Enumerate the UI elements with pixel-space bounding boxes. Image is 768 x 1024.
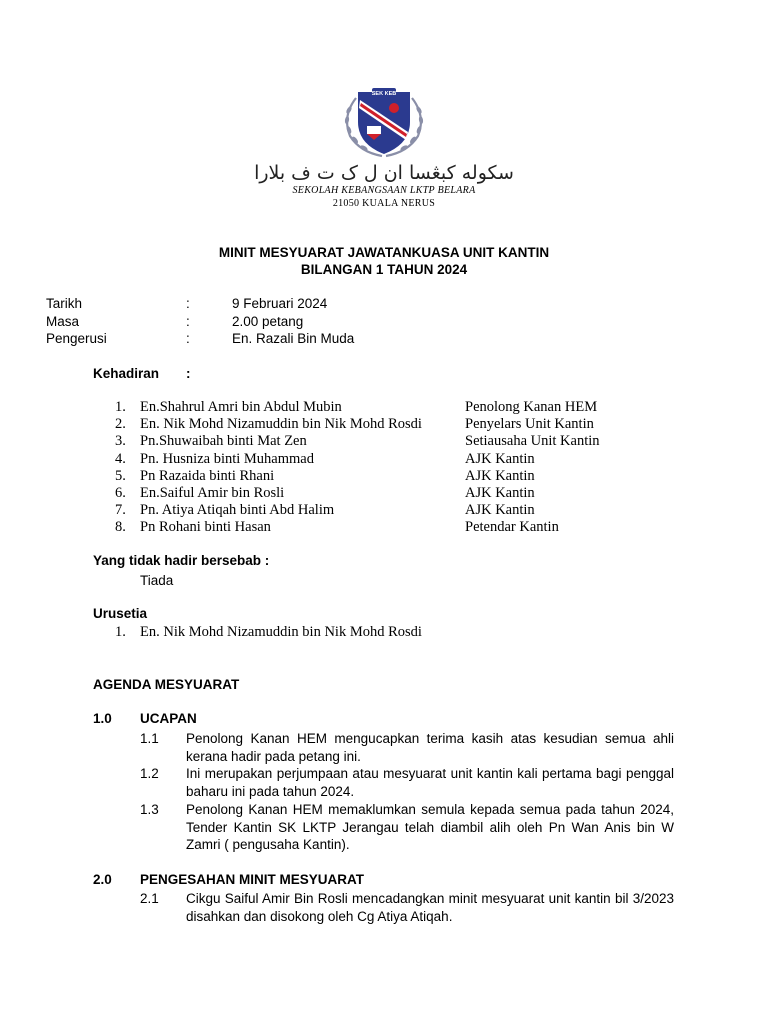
attendee-name: Pn.Shuwaibah binti Mat Zen	[140, 433, 307, 450]
arabic-school-name: سکوله کبڠسا ان ل ک ت ف بلارا	[254, 162, 514, 184]
section-number: 1.0	[93, 711, 112, 726]
info-label: Pengerusi	[46, 331, 107, 346]
document-title	[0, 244, 768, 278]
attendee-number: 3.	[115, 433, 126, 450]
item-number: 1.3	[140, 802, 159, 817]
info-colon: :	[186, 296, 190, 311]
attendance-heading: Kehadiran	[93, 366, 160, 381]
attendee-number: 6.	[115, 484, 126, 501]
attendance-colon: :	[186, 366, 191, 381]
item-number: 1.1	[140, 731, 159, 746]
attendee-role: Setiausaha Unit Kantin	[465, 433, 600, 450]
title-line-2: BILANGAN 1 TAHUN 2024	[300, 262, 468, 277]
absent-value: Tiada	[140, 573, 174, 588]
attendee-role: AJK Kantin	[465, 450, 535, 467]
attendee-name: Pn Rohani binti Hasan	[140, 519, 271, 536]
attendee-number: 8.	[115, 519, 126, 536]
attendee-number: 7.	[115, 502, 126, 519]
attendee-name: Pn. Husniza binti Muhammad	[140, 450, 314, 467]
info-colon: :	[186, 331, 190, 346]
attendee-number: 5.	[115, 467, 126, 484]
attendee-role: Penyelars Unit Kantin	[465, 416, 594, 433]
item-text: Ini merupakan perjumpaan atau mesyuarat unit kantin kali pertama bagi penggal baharu ini pada tahun 2024.	[186, 766, 674, 799]
item-number: 1.2	[140, 766, 159, 781]
school-crest-logo	[336, 86, 432, 160]
secretariat-heading: Urusetia	[93, 606, 148, 621]
secretariat-name: En. Nik Mohd Nizamuddin bin Nik Mohd Rosdi	[140, 624, 422, 640]
info-label: Masa	[46, 313, 80, 329]
attendee-name: En.Saiful Amir bin Rosli	[140, 484, 285, 501]
item-number: 2.1	[140, 891, 159, 906]
attendee-name: En.Shahrul Amri bin Abdul Mubin	[140, 399, 342, 415]
item-text: Cikgu Saiful Amir Bin Rosli mencadangkan minit mesyuarat unit kantin bil 3/2023 disahkan dan disokong oleh Cg Atiya Atiqah.	[186, 891, 674, 924]
info-value: 9 Februari 2024	[232, 296, 328, 311]
attendee-role: Penolong Kanan HEM	[465, 399, 598, 415]
attendee-role: Petendar Kantin	[465, 519, 559, 536]
info-colon: :	[186, 313, 190, 329]
attendee-name: Pn Razaida binti Rhani	[140, 467, 275, 484]
info-value: En. Razali Bin Muda	[232, 331, 355, 346]
item-text: Penolong Kanan HEM memaklumkan semula kepada semua pada tahun 2024, Tender Kantin SK LKTP Jerangau telah diambil alih oleh Pn Wan Anis bin W Zamri ( pengusaha Kantin).	[186, 802, 674, 852]
attendee-name: En. Nik Mohd Nizamuddin bin Nik Mohd Rosdi	[140, 416, 422, 433]
section-title: UCAPAN	[140, 711, 197, 726]
title-line-1: MINIT MESYUARAT JAWATANKUASA UNIT KANTIN	[218, 245, 550, 260]
secretariat-number: 1.	[115, 624, 126, 640]
attendee-role: AJK Kantin	[465, 484, 535, 501]
absent-heading: Yang tidak hadir bersebab :	[93, 553, 270, 568]
section-title: PENGESAHAN MINIT MESYUARAT	[140, 872, 365, 887]
school-name: SEKOLAH KEBANGSAAN LKTP BELARA	[292, 185, 476, 196]
attendee-number: 2.	[115, 416, 126, 433]
attendee-name: Pn. Atiya Atiqah binti Abd Halim	[140, 502, 335, 519]
attendee-number: 1.	[115, 399, 126, 415]
attendee-role: AJK Kantin	[465, 467, 535, 484]
item-text: Penolong Kanan HEM mengucapkan terima kasih atas kesudian semua ahli kerana hadir pada petang ini.	[186, 731, 674, 764]
postcode-city: 21050 KUALA NERUS	[332, 198, 436, 209]
crest-label: SEK KEB	[371, 91, 397, 97]
attendee-role: AJK Kantin	[465, 502, 535, 519]
attendee-number: 4.	[115, 450, 126, 467]
letterhead	[0, 86, 768, 211]
info-value: 2.00 petang	[232, 313, 304, 329]
agenda-heading: AGENDA MESYUARAT	[93, 677, 240, 692]
section-number: 2.0	[93, 872, 112, 887]
info-label: Tarikh	[46, 296, 83, 311]
